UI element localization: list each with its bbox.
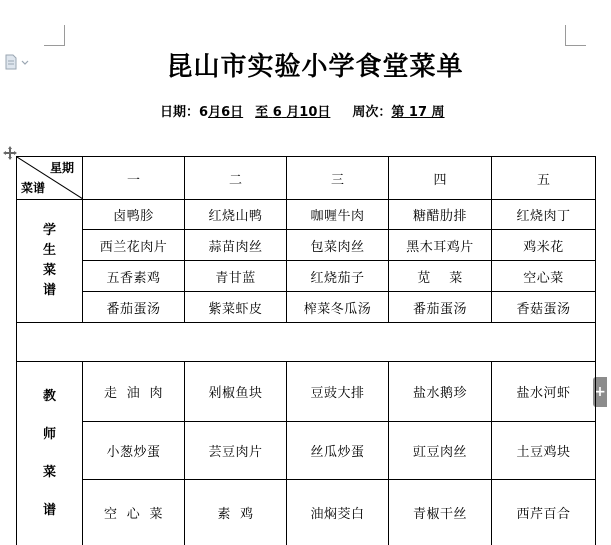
day-header: 一 [83,157,185,200]
dish-cell: 空心菜 [492,261,596,292]
end-month-unit: 月 [286,105,300,120]
header-corner-cell [17,157,83,200]
table-row [17,362,596,422]
day-header: 二 [185,157,287,200]
table-row [17,261,596,292]
dish-cell: 青甘蓝 [185,261,287,292]
dish-cell: 油焖茭白 [287,480,389,545]
day-header: 三 [287,157,389,200]
day-header: 四 [389,157,492,200]
dish-cell: 黑木耳鸡片 [389,230,492,261]
table-row [17,480,596,545]
dish-cell: 丝瓜炒蛋 [287,422,389,480]
dish-cell: 走 油 肉 [83,362,185,422]
dish-cell: 卤鸭胗 [83,200,185,230]
menu-table [16,156,596,545]
corner-label-weekday: 星期 [49,161,74,175]
dish-cell: 盐水河虾 [492,362,596,422]
table-row [17,230,596,261]
dish-cell: 空 心 菜 [83,480,185,545]
end-date-underlined [255,105,340,120]
start-month-unit: 月 [208,105,222,120]
dish-cell: 芸豆肉片 [185,422,287,480]
dish-cell: 豇豆肉丝 [389,422,492,480]
dish-cell: 盐水鹅珍 [389,362,492,422]
dish-cell: 土豆鸡块 [492,422,596,480]
page-title: 昆山市实验小学食堂菜单 [166,52,464,82]
dish-cell: 红烧茄子 [287,261,389,292]
table-row [17,200,596,230]
dish-cell: 素 鸡 [185,480,287,545]
dish-cell: 剁椒鱼块 [185,362,287,422]
page-corner-mark-top-left [44,25,65,46]
dish-cell: 榨菜冬瓜汤 [287,292,389,323]
start-day-unit: 日 [230,105,244,120]
day-header: 五 [492,157,596,200]
end-day-unit: 日 [317,105,331,120]
dish-cell: 鸡米花 [492,230,596,261]
dish-cell: 豆豉大排 [287,362,389,422]
table-row [17,292,596,323]
table-spacer-row [17,323,596,362]
end-day: 10 [299,105,318,120]
student-menu-label: 学 生 菜 谱 [17,200,83,323]
dish-cell: 苋 菜 [389,261,492,292]
table-header-row [17,157,596,200]
dish-cell: 番茄蛋汤 [389,292,492,323]
dish-cell: 糖醋肋排 [389,200,492,230]
start-month: 6 [199,105,209,120]
teacher-menu-label: 教 师 菜 谱 [17,362,83,545]
dish-cell: 香菇蛋汤 [492,292,596,323]
dish-cell: 包菜肉丝 [287,230,389,261]
table-row [17,422,596,480]
blank-cell [17,323,596,362]
end-month: 6 [272,105,282,120]
week-value: 第 17 周 [391,105,445,120]
week-label: 周次： [352,105,392,120]
dish-cell: 西芹百合 [492,480,596,545]
expand-panel-handle-icon[interactable]: + [593,377,607,407]
dish-cell: 红烧肉丁 [492,200,596,230]
dish-cell: 小葱炒蛋 [83,422,185,480]
start-date-underlined [208,105,243,120]
dish-cell: 紫菜虾皮 [185,292,287,323]
date-line [160,101,445,120]
date-label: 日期： [160,105,200,120]
dish-cell: 五香素鸡 [83,261,185,292]
dish-cell: 红烧山鸭 [185,200,287,230]
dish-cell: 咖喱牛肉 [287,200,389,230]
dish-cell: 番茄蛋汤 [83,292,185,323]
start-day: 6 [221,105,231,120]
corner-label-menu: 菜谱 [21,181,46,195]
dish-cell: 青椒干丝 [389,480,492,545]
page-corner-mark-top-right [565,25,586,46]
dish-cell: 蒜苗肉丝 [185,230,287,261]
to-word: 至 [255,105,269,120]
dish-cell: 西兰花肉片 [83,230,185,261]
